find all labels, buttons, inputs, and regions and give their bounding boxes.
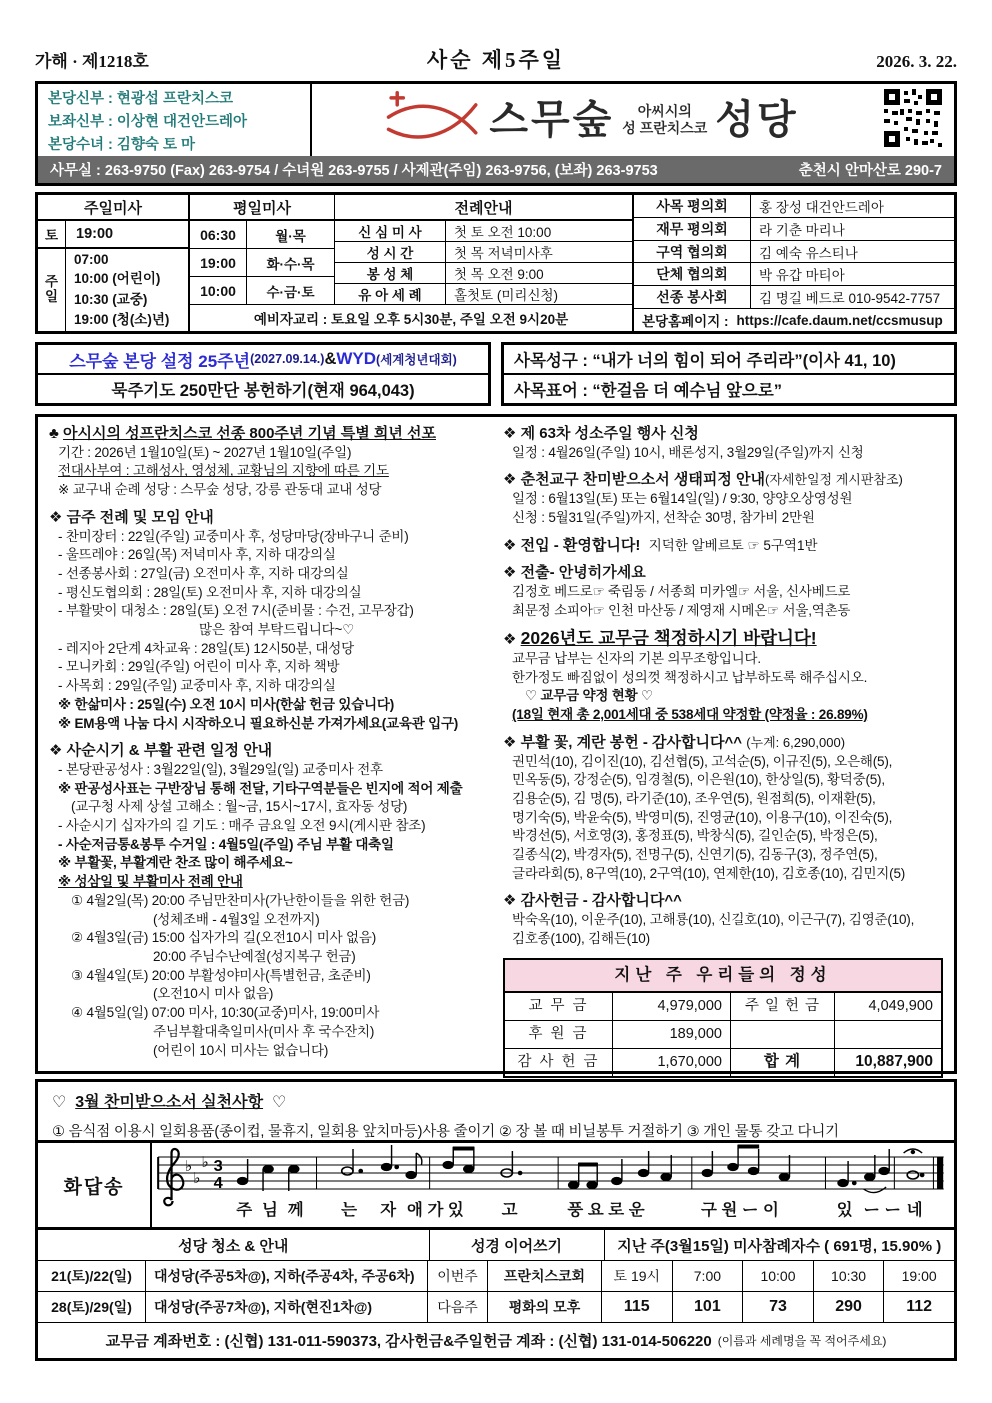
council-role: 사목 평의회 [634, 195, 751, 217]
section-title [503, 564, 943, 583]
weekly-offering-table [503, 958, 943, 1078]
text-line: - 울뜨레야 : 26일(목) 저녁미사 후, 지하 대강의실 [58, 547, 336, 563]
section-title [503, 537, 943, 556]
text-line: ※ 한삶미사 : 25일(수) 오전 10시 미사(한삶 헌금 있습니다) [58, 696, 395, 712]
council-row [634, 218, 954, 241]
contact-bar [38, 156, 954, 183]
council-name: 김 명길 베드로 010-9542-7757 [759, 291, 941, 307]
anniversary-date: (2027.09.14.) [250, 352, 325, 366]
attendance-col-label: 토 19시 [602, 1261, 673, 1291]
attendance-count: 290 [814, 1292, 885, 1322]
text-line: - 사목회 : 29일(주일) 교중미사 후, 지하 대강의실 [58, 678, 336, 694]
pastor-line: 본당신부 : 현광섭 프란치스코 [48, 90, 233, 107]
weekday-row [190, 249, 334, 277]
section-move-in [503, 537, 943, 556]
liturgy-row [335, 284, 632, 304]
offering-total-value: 10,887,900 [855, 1052, 933, 1070]
weekday-days: 화·수·목 [266, 256, 315, 272]
section-title-rest: (누계: 6,290,000) [746, 734, 846, 750]
weekday-mass-rows [190, 221, 335, 304]
account-numbers: 교무금 계좌번호 : (신협) 131-011-590373, 감사헌금&주일헌금 계좌 : (신협) 131-014-506220 [105, 1333, 712, 1350]
church-name-sub1: 아씨시의 [637, 102, 692, 119]
saturday-label: 토 [38, 221, 66, 247]
text-line: (교구청 사제 상설 고해소 : 월~금, 15시~17시, 효자동 성당) [71, 799, 408, 815]
right-column [496, 425, 950, 1070]
sunday-time: 07:00 [74, 252, 109, 268]
sunday-label [38, 249, 66, 331]
text-line: 기간 : 2026년 1월10일(토) ~ 2027년 1월10일(주일) [58, 444, 352, 460]
section-title-text: 제 63차 성소주일 행사 신청 [520, 425, 699, 442]
bullet-icon: ❖ [503, 892, 517, 910]
offering-row [505, 1021, 941, 1049]
text-line: ※ EM용액 나눔 다시 시작하오니 필요하신분 가져가세요(교육관 입구) [58, 715, 459, 731]
text-line: (오전10시 미사 없음) [153, 986, 274, 1002]
bullet-icon: ❖ [49, 742, 63, 760]
lyric: ー ー [863, 1201, 901, 1219]
offering-label-empty [731, 1021, 835, 1048]
section-lent-easter [49, 742, 489, 1060]
bullet-icon: ❖ [503, 536, 517, 554]
section-easter-offering [503, 734, 943, 884]
bible-group: 프란치스코회 [488, 1261, 602, 1291]
text-line: 일정 : 6월13일(토) 또는 6월14일(일) / 9:30, 양양오상영성원 [512, 491, 853, 507]
section-title-rest: (자세한일정 게시판참조) [764, 472, 903, 488]
lyric: 구 원 ー 이 [701, 1201, 779, 1219]
liturgy-rows [335, 221, 632, 304]
attendance-header: 지난 주(3월15일) 미사참례자수 ( 691명, 15.90% ) [617, 1237, 942, 1255]
text-line: (18일 현재 총 2,001세대 중 538세대 약정함 (약정율 : 26.89%) [512, 707, 868, 723]
council-name: 라 기춘 마리나 [759, 222, 845, 238]
monthly-practice-box [35, 1079, 957, 1143]
cleaning-row [38, 1261, 954, 1292]
church-name-sub [622, 103, 707, 138]
offering-table-title: 지난 주 우리들의 정성 [505, 960, 941, 993]
section-title-text: 2026년도 교무금 책정하시기 바랍니다! [520, 628, 817, 649]
section-weekly-meetings [49, 509, 489, 733]
liturgy-time: 첫 목 오전 9:00 [454, 267, 544, 282]
text-line: 일정 : 4월26일(주일) 10시, 배론성지, 3월29일(주일)까지 신청 [512, 444, 864, 460]
cleaning-date: 21(토)/22(일) [38, 1261, 146, 1291]
council-name: 김 예숙 유스티나 [759, 245, 858, 261]
section-title [49, 425, 489, 444]
liturgy-time: 홀첫토 (미리신청) [454, 288, 559, 303]
lyric: 님 [262, 1201, 278, 1219]
weekday-days: 월·목 [275, 228, 306, 244]
section-title-rest: 지덕한 알베르토 ☞ 5구역1반 [648, 537, 818, 553]
attendance-count: 112 [906, 1298, 933, 1315]
cleaning-attendance-table [35, 1227, 957, 1361]
offering-row [505, 1049, 941, 1076]
cleaning-date: 28(토)/29(일) [38, 1292, 146, 1322]
main-content-box [35, 414, 957, 1074]
section-title [503, 471, 943, 490]
text-line: 최문정 소피아☞ 인천 마산동 / 제영재 시메온☞ 서울,역촌동 [512, 602, 851, 618]
text-line: - 찬미장터 : 22일(주일) 교중미사 후, 성당마당(장바구니 준비) [58, 528, 409, 544]
assistant-line: 보좌신부 : 이상현 대건안드레아 [48, 113, 248, 130]
text-line: - 모니카회 : 29일(주일) 어린이 미사 후, 지하 책방 [58, 659, 340, 675]
section-title-text: 전출- 안녕히가세요 [520, 564, 646, 582]
sunday-time: 19:00 (청(소)년) [74, 311, 170, 327]
music-notation-svg [152, 1143, 954, 1225]
left-column [42, 425, 496, 1063]
text-line: ※ 판공성사표는 구반장님 통해 전달, 기타구역분들은 빈지에 적어 제출 [58, 780, 463, 796]
saturday-row [38, 221, 188, 249]
practice-items: ① 음식점 이용시 일회용품(종이컵, 물휴지, 일회용 앞치마등)사용 줄이기 ② 장 볼 때 비닐봉투 거절하기 ③ 개인 물통 갖고 다니기 [52, 1124, 839, 1140]
section-title [503, 425, 943, 444]
sister-line: 본당수녀 : 김향숙 토 마 [48, 136, 196, 153]
text-line: ※ 성삼일 및 부활미사 전례 안내 [58, 874, 243, 890]
council-row [634, 241, 954, 264]
liturgy-row [335, 221, 632, 242]
cleaning-header: 성당 청소 & 안내 [38, 1230, 430, 1260]
offering-label: 후 원 금 [505, 1021, 613, 1048]
donor-line: 김호종(100), 김해든(10) [512, 930, 650, 946]
church-name-main2: 성당 [715, 98, 799, 142]
wyd-desc: (세계청년대회) [376, 353, 457, 367]
council-row [634, 263, 954, 286]
text-line: ④ 4월5일(일) 07:00 미사, 10:30(교중)미사, 19:00미사 [71, 1005, 380, 1021]
address: 춘천시 안마산로 290-7 [798, 163, 942, 179]
banner-row [35, 342, 957, 406]
bullet-icon: ❖ [503, 733, 517, 751]
lyric: 네 [906, 1201, 923, 1219]
section-title-text: 사순시기 & 부활 관련 일정 안내 [66, 742, 273, 760]
attendance-count: 73 [743, 1292, 814, 1322]
mass-schedule-table [35, 192, 957, 334]
saturday-time: 19:00 [76, 226, 114, 242]
text-line: - 선종봉사회 : 27일(금) 오전미사 후, 지하 대강의실 [58, 565, 349, 581]
liturgy-name: 성 시 간 [335, 242, 446, 262]
liturgy-time: 첫 목 저녁미사후 [454, 246, 553, 261]
section-jubilee [49, 425, 489, 500]
homepage-row [634, 309, 954, 331]
offering-value: 1,670,000 [613, 1049, 731, 1076]
liturgy-row [335, 263, 632, 284]
church-name-sub2: 성 프란치스코 [622, 120, 708, 136]
sunday-label-1: 주 [44, 274, 59, 290]
text-line: 한가정도 빠짐없이 성의껏 책정하시고 납부하도록 해주십시오. [512, 669, 868, 685]
section-title-text: 금주 전례 및 모임 안내 [66, 508, 214, 526]
offering-value: 4,049,900 [868, 997, 933, 1014]
text-line: (성체조배 - 4월3일 오전까지) [153, 911, 320, 927]
weekday-liturgy-headers [190, 195, 632, 221]
fish-cross-icon [385, 87, 481, 154]
offering-label: 감 사 헌 금 [505, 1049, 613, 1076]
church-name-main1: 스무숲 [489, 98, 615, 142]
flat-sign: ♭ [201, 1154, 209, 1171]
homepage-url[interactable]: https://cafe.daum.net/ccsmusup [736, 312, 943, 328]
text-line: 많은 참여 부탁드립니다~♡ [199, 622, 355, 638]
text-line: ① 4월2일(목) 20:00 주님만찬미사(가난한이들을 위한 헌금) [71, 892, 410, 908]
section-church-dues [503, 629, 943, 725]
weekday-days: 수·금·토 [266, 284, 315, 300]
text-line: - 사순저금통&봉투 수거일 : 4월5일(주일) 주님 부활 대축일 [58, 836, 394, 852]
section-vocation-sunday [503, 425, 943, 462]
attendance-col-label: 10:30 [814, 1261, 885, 1291]
section-thanks-offering [503, 892, 943, 948]
text-line: 김정호 베드로☞ 죽림동 / 서종희 미카엘☞ 서울, 신사베드로 [512, 583, 851, 599]
weekday-time: 06:30 [190, 221, 247, 248]
weekday-liturgy-columns [190, 195, 634, 331]
council-role: 구역 협의회 [634, 241, 751, 263]
donor-line: 명기숙(5), 박윤숙(5), 박영미(5), 진영균(10), 이용구(10), 이진숙(5), [512, 809, 893, 825]
council-role: 선종 봉사회 [634, 286, 751, 308]
time-signature-top: 3 [213, 1157, 223, 1175]
sunday-label-2: 일 [44, 289, 59, 304]
liturgy-name: 봉 성 체 [335, 263, 446, 283]
text-line: 교무금 납부는 신자의 기본 의무조항입니다. [512, 651, 761, 667]
cleaning-row [38, 1292, 954, 1323]
weekday-time: 19:00 [190, 249, 247, 276]
header-top [38, 84, 954, 156]
liturgy-time: 첫 토 오전 10:00 [454, 225, 552, 240]
text-line: ※ 교구내 순례 성당 : 스무숲 성당, 강릉 관동대 교내 성당 [58, 482, 382, 498]
text-line: (어린이 10시 미사는 없습니다) [153, 1042, 329, 1058]
anniversary-banner [35, 342, 491, 406]
edition-number: 가해 · 제1218호 [35, 52, 149, 71]
text-line: - 평신도협의회 : 28일(토) 오전미사 후, 지하 대강의실 [58, 584, 362, 600]
account-footer-row [38, 1323, 954, 1358]
text-line: ② 4월3일(금) 15:00 십자가의 길(오전10시 미사 없음) [71, 930, 377, 946]
text-line: 주님부활대축일미사(미사 후 국수잔치) [153, 1023, 375, 1039]
attendance-col-label: 19:00 [901, 1268, 937, 1284]
attendance-count: 101 [673, 1292, 744, 1322]
heart-icon: ♡ [52, 1094, 67, 1111]
text-line: - 본당판공성사 : 3월22일(일), 3월29일(일) 교중미사 전후 [58, 761, 383, 777]
sunday-mass-column [38, 195, 190, 331]
weekday-liturgy-body [190, 221, 632, 304]
bullet-icon: ❖ [503, 425, 517, 442]
weekday-row [190, 277, 334, 304]
ampersand: & [324, 349, 337, 368]
sunday-time: 10:00 (어린이) [74, 271, 161, 287]
section-move-out [503, 564, 943, 620]
cleaning-place: 대성당(주공7차@), 지하(현진1차@) [146, 1292, 428, 1322]
liturgy-name: 유 아 세 례 [335, 284, 446, 304]
practice-title-line [52, 1089, 940, 1112]
section-title-text: 감사헌금 - 감사합니다^^ [520, 892, 682, 910]
section-title-text: 춘천교구 찬미받으소서 생태피정 안내 [520, 471, 765, 489]
anniversary-line [38, 345, 488, 373]
text-line: ※ 부활꽃, 부활계란 찬조 많이 해주세요~ [58, 855, 293, 871]
lyric: 애 가 있 [406, 1201, 464, 1219]
section-title [503, 629, 943, 650]
offering-label: 교 무 금 [505, 993, 613, 1020]
bible-week-label: 이번주 [428, 1261, 488, 1291]
attendance-col-label: 7:00 [673, 1261, 744, 1291]
donor-line: 글라라회(5), 8구역(10), 2구역(10), 연제한(10), 김호종(10), 김민지(5) [512, 865, 906, 881]
council-name: 홍 장성 대건안드레아 [759, 199, 884, 215]
lyric: 는 [341, 1201, 358, 1219]
offering-value: 189,000 [613, 1021, 731, 1048]
lyric: 자 [380, 1201, 397, 1219]
offering-value: 4,979,000 [613, 993, 731, 1020]
rosary-goal: 묵주기도 250만단 봉헌하기(현재 964,043) [111, 382, 415, 400]
donor-line: 김용순(5), 김 명(5), 라기준(10), 조우연(5), 원점희(5), 이재환(5), [512, 790, 876, 806]
section-title [49, 509, 489, 528]
bible-copy-header: 성경 이어쓰기 [430, 1230, 605, 1260]
anniversary-title: 스무숲 본당 설정 25주년 [69, 351, 251, 371]
text-line: ③ 4월4일(토) 20:00 부활성야미사(특별헌금, 초준비) [71, 967, 371, 983]
page-title: 사순 제5주일 [426, 48, 566, 72]
qr-code-icon [882, 87, 944, 154]
contact-info: 사무실 : 263-9750 (Fax) 263-9754 / 수녀원 263-9755 / 사제관(주임) 263-9756, (보좌) 263-9753 [50, 163, 658, 179]
bullet-icon: ❖ [503, 564, 517, 582]
liturgy-row [335, 242, 632, 263]
weekday-time: 10:00 [190, 277, 247, 304]
issue-date: 2026. 3. 22. [876, 52, 957, 71]
lyric: 풍 요 로 운 [567, 1201, 645, 1219]
cleaning-header-row [38, 1230, 954, 1261]
donor-line: 권민석(10), 김이진(10), 김선협(5), 고석순(5), 이규진(5), 오은해(5), [512, 753, 893, 769]
offering-label: 주 일 헌 금 [731, 993, 835, 1020]
lyric: 께 [287, 1201, 304, 1219]
section-title [49, 742, 489, 761]
pastoral-motto: 사목표어 : “한걸음 더 예수님 앞으로” [504, 373, 954, 403]
attendance-count: 115 [602, 1292, 673, 1322]
cleaning-place: 대성당(주공5차@), 지하(주공4차, 주공6차) [146, 1261, 428, 1291]
bullet-icon: ♣ [49, 425, 59, 442]
wyd-label: WYD [336, 349, 377, 368]
qr-code-area [872, 84, 954, 156]
account-note: (이름과 세례명을 꼭 적어주세요) [717, 1334, 887, 1348]
sunday-row [38, 249, 188, 331]
text-line: - 사순시기 십자가의 길 기도 : 매주 금요일 오전 9시(게시판 참조) [58, 818, 426, 834]
masthead [35, 44, 957, 74]
time-signature-bottom: 4 [213, 1174, 223, 1192]
sunday-time: 10:30 (교중) [74, 291, 148, 307]
donor-line: 박숙옥(10), 이운주(10), 고해룡(10), 신길호(10), 이근구(7), 김영준(10), [512, 912, 915, 928]
sunday-mass-header: 주일미사 [38, 195, 188, 221]
section-title [503, 892, 943, 911]
council-role: 재무 평의회 [634, 218, 751, 240]
offering-value-empty [835, 1021, 941, 1048]
section-title [503, 734, 943, 753]
catechumen-class-row: 예비자교리 : 토요일 오후 5시30분, 주일 오전 9시20분 [190, 304, 632, 331]
lyric: 고 [501, 1201, 518, 1219]
lyric: 있 [836, 1201, 853, 1219]
lyric: 주 [236, 1201, 253, 1219]
council-name: 박 유갑 마티아 [759, 268, 845, 284]
motto-banner [501, 342, 957, 406]
bullet-icon: ❖ [503, 631, 517, 649]
church-logo-area [312, 84, 872, 156]
liturgy-header: 전례안내 [454, 199, 513, 217]
heart-icon: ♡ [271, 1094, 287, 1111]
practice-title: 3월 찬미받으소서 실천사항 [75, 1094, 264, 1111]
bible-week-label: 다음주 [428, 1292, 488, 1322]
council-role: 단체 협의회 [634, 263, 751, 285]
bullet-icon: ❖ [503, 471, 517, 489]
pastoral-verse: 사목성구 : “내가 너의 힘이 되어 주리라”(이사 41, 10) [514, 352, 896, 370]
flat-sign: ♭ [193, 1170, 201, 1187]
offering-row [505, 993, 941, 1021]
sunday-times [66, 249, 188, 331]
responsorial-psalm-box [35, 1140, 957, 1230]
offering-total-label: 합 계 [731, 1049, 835, 1076]
council-row [634, 286, 954, 309]
psalm-label: 화답송 [38, 1143, 152, 1227]
bible-group: 평화의 모후 [488, 1292, 602, 1322]
bullet-icon: ❖ [49, 508, 63, 526]
weekday-row [190, 221, 334, 249]
rosary-goal-line [38, 373, 488, 403]
header-box [35, 81, 957, 186]
staff-panel [38, 84, 312, 156]
text-line: 전대사부여 : 고해성사, 영성체, 교황님의 지향에 따른 기도 [58, 463, 389, 479]
text-line: ♡ 교무금 약정 현황 ♡ [525, 688, 653, 704]
donor-line: 길종식(2), 박경자(5), 전명구(5), 신연기(5), 김동구(3), 정주연(5), [512, 847, 878, 863]
council-row [634, 195, 954, 218]
weekday-mass-header: 평일미사 [190, 195, 335, 219]
section-eco-retreat [503, 471, 943, 527]
liturgy-name: 신 심 미 사 [335, 221, 446, 241]
donor-line: 박경선(5), 서호영(3), 홍정표(5), 박창식(5), 길인순(5), 박정은(5), [512, 828, 878, 844]
donor-line: 민옥동(5), 강정순(5), 임경철(5), 이은원(10), 한상일(5), 황덕중(5), [512, 772, 885, 788]
section-title-text: 전입 - 환영합니다! [520, 536, 641, 554]
homepage-label: 본당홈페이지 : [642, 314, 729, 330]
text-line: 20:00 주님수난예절(성지복구 헌금) [153, 948, 356, 964]
section-title-text: 부활 꽃, 계란 봉헌 - 감사합니다^^ [520, 733, 743, 751]
attendance-col-label: 10:00 [743, 1261, 814, 1291]
text-line: - 레지아 2단계 4차교육 : 28일(토) 12시50분, 대성당 [58, 640, 354, 656]
text-line: - 부활맞이 대청소 : 28일(토) 오전 7시(준비물 : 수건, 고무장갑) [58, 603, 414, 619]
music-staff [152, 1143, 954, 1227]
council-column [634, 195, 954, 331]
section-title-text: 아시시의 성프란치스코 선종 800주년 기념 특별 희년 선포 [63, 425, 436, 442]
text-line: 신청 : 5월31일(주일)까지, 선착순 30명, 참가비 2만원 [512, 509, 815, 525]
flat-sign: ♭ [184, 1158, 193, 1175]
